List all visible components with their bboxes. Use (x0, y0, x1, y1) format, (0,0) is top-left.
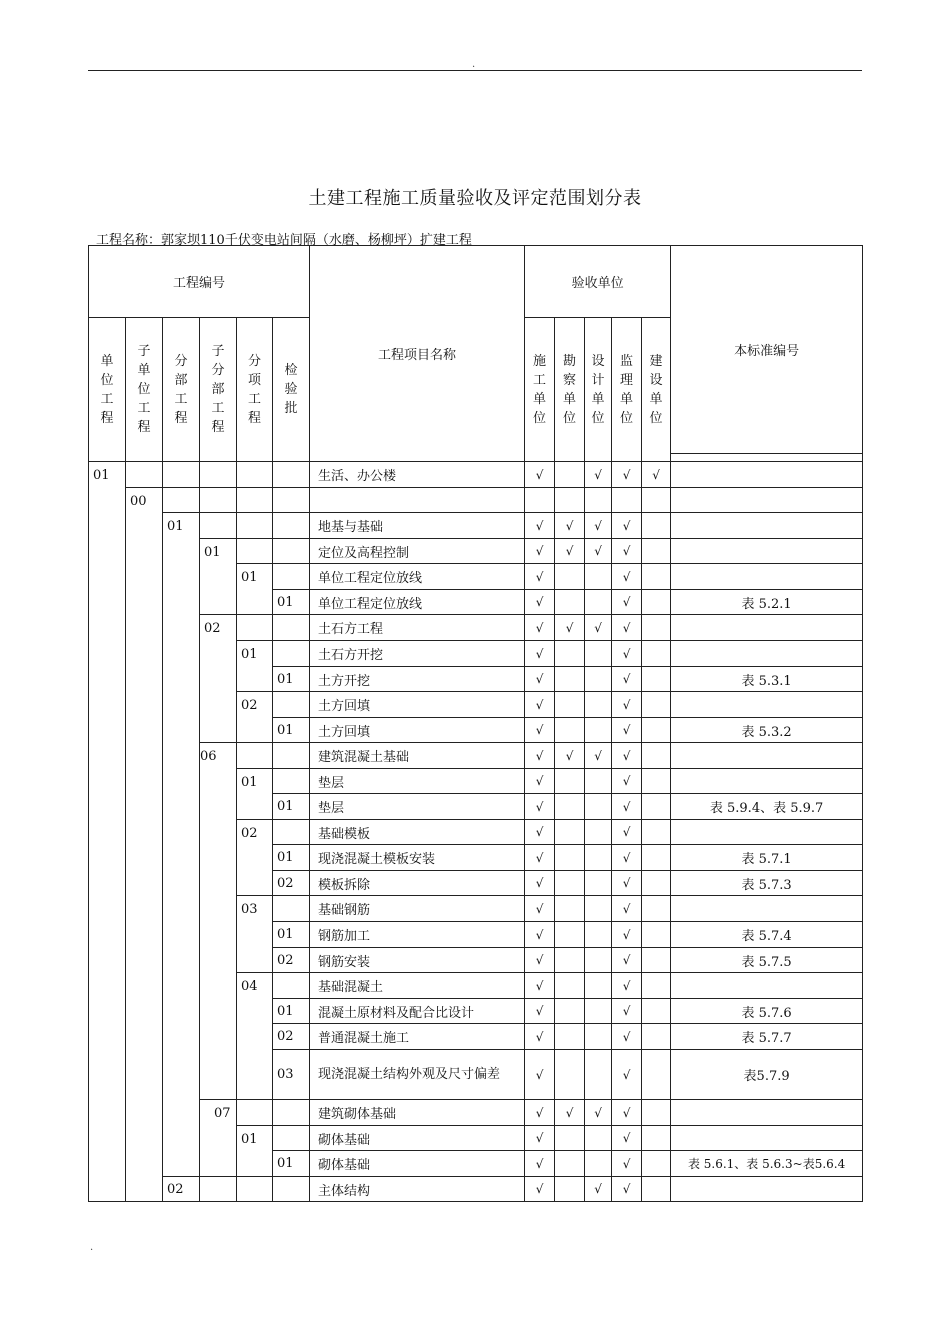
check-design (585, 871, 612, 896)
check-design: √ (585, 743, 612, 769)
check-survey (555, 769, 585, 794)
code-lot: 02 (273, 871, 310, 896)
check-design: √ (585, 1177, 612, 1202)
check-construction: √ (525, 820, 555, 845)
check-supervision: √ (612, 718, 642, 743)
standard-ref: 表 5.3.2 (671, 718, 863, 743)
check-supervision: √ (612, 871, 642, 896)
item-name: 地基与基础 (310, 513, 525, 539)
check-survey: √ (555, 615, 585, 641)
item-name: 基础混凝土 (310, 973, 525, 999)
standard-ref: 表 5.7.4 (671, 922, 863, 948)
code-lot: 01 (273, 590, 310, 615)
check-design: √ (585, 1100, 612, 1126)
check-owner (642, 1024, 671, 1050)
check-owner (642, 1126, 671, 1151)
header-sub-division: 子分部工程 (211, 344, 225, 435)
code-sub-item: 03 (237, 896, 273, 973)
check-supervision: √ (612, 462, 642, 488)
check-design (585, 667, 612, 692)
check-construction: √ (525, 1177, 555, 1202)
standard-ref: 表 5.7.7 (671, 1024, 863, 1050)
item-name: 土石方开挖 (310, 641, 525, 667)
code-lot: 01 (273, 1151, 310, 1177)
check-survey (555, 896, 585, 922)
header-code-group: 工程编号 (89, 246, 310, 318)
code-division: 02 (163, 1177, 200, 1202)
standard-ref: 表 5.9.4、表 5.9.7 (671, 794, 863, 820)
check-construction: √ (525, 718, 555, 743)
check-survey (555, 948, 585, 973)
item-name: 建筑混凝土基础 (310, 743, 525, 769)
check-owner (642, 794, 671, 820)
code-unit: 01 (89, 462, 126, 1202)
code-lot: 01 (273, 794, 310, 820)
check-owner (642, 948, 671, 973)
code-sub-division: 07 (200, 1100, 237, 1177)
check-supervision: √ (612, 922, 642, 948)
check-owner (642, 590, 671, 615)
header-sub-item: 分项工程 (247, 353, 261, 426)
code-lot: 01 (273, 922, 310, 948)
check-owner (642, 1151, 671, 1177)
check-construction: √ (525, 1100, 555, 1126)
check-design (585, 948, 612, 973)
code-sub-item: 01 (237, 564, 273, 615)
header-rule (88, 70, 862, 71)
check-supervision: √ (612, 615, 642, 641)
header-acceptance: 验收单位 (525, 246, 671, 318)
check-supervision: √ (612, 743, 642, 769)
header-inspection-lot: 检验批 (284, 363, 298, 416)
check-survey (555, 718, 585, 743)
code-sub-unit: 00 (126, 488, 163, 1202)
header-item-name: 工程项目名称 (310, 246, 525, 462)
check-survey (555, 845, 585, 871)
check-survey (555, 641, 585, 667)
check-survey (555, 1024, 585, 1050)
check-design (585, 590, 612, 615)
check-construction: √ (525, 769, 555, 794)
item-name: 基础钢筋 (310, 896, 525, 922)
check-construction: √ (525, 794, 555, 820)
item-name: 混凝土原材料及配合比设计 (310, 999, 525, 1024)
code-sub-item: 01 (237, 641, 273, 692)
division-table (88, 245, 863, 1202)
check-design (585, 641, 612, 667)
check-supervision: √ (612, 1024, 642, 1050)
check-owner (642, 539, 671, 564)
check-owner (642, 1050, 671, 1100)
check-construction: √ (525, 1024, 555, 1050)
check-construction: √ (525, 641, 555, 667)
check-survey (555, 1151, 585, 1177)
item-name: 定位及高程控制 (310, 539, 525, 564)
code-sub-item: 01 (237, 769, 273, 820)
check-supervision: √ (612, 1100, 642, 1126)
check-survey (555, 794, 585, 820)
check-supervision: √ (612, 794, 642, 820)
check-design (585, 718, 612, 743)
check-construction: √ (525, 922, 555, 948)
item-name: 建筑砌体基础 (310, 1100, 525, 1126)
check-owner (642, 845, 671, 871)
check-design (585, 922, 612, 948)
header-survey-unit: 勘察单位 (563, 353, 577, 426)
check-construction: √ (525, 1151, 555, 1177)
check-design (585, 692, 612, 718)
code-lot: 01 (273, 999, 310, 1024)
check-survey (555, 667, 585, 692)
item-name: 垫层 (310, 769, 525, 794)
check-construction: √ (525, 539, 555, 564)
check-supervision: √ (612, 539, 642, 564)
item-name: 垫层 (310, 794, 525, 820)
check-construction: √ (525, 896, 555, 922)
check-design (585, 1024, 612, 1050)
check-supervision: √ (612, 948, 642, 973)
check-design (585, 973, 612, 999)
code-lot: 03 (273, 1050, 310, 1100)
check-supervision: √ (612, 564, 642, 590)
item-name: 砌体基础 (310, 1126, 525, 1151)
check-owner (642, 896, 671, 922)
check-owner (642, 718, 671, 743)
standard-ref: 表 5.7.5 (671, 948, 863, 973)
code-lot: 01 (273, 845, 310, 871)
check-design: √ (585, 462, 612, 488)
code-sub-division: 01 (200, 539, 237, 615)
check-design (585, 1126, 612, 1151)
check-survey (555, 922, 585, 948)
code-sub-division: 06 (200, 743, 237, 1100)
check-supervision: √ (612, 1177, 642, 1202)
check-design (585, 1050, 612, 1100)
check-construction: √ (525, 692, 555, 718)
check-construction: √ (525, 973, 555, 999)
standard-ref: 表 5.6.1、表 5.6.3~表5.6.4 (671, 1151, 863, 1177)
header-unit-project: 单位工程 (100, 353, 114, 426)
header-dot: . (472, 59, 476, 70)
standard-ref (671, 462, 863, 488)
item-name: 砌体基础 (310, 1151, 525, 1177)
check-owner (642, 973, 671, 999)
check-supervision: √ (612, 667, 642, 692)
check-survey (555, 1126, 585, 1151)
check-owner (642, 922, 671, 948)
check-owner (642, 820, 671, 845)
check-construction: √ (525, 590, 555, 615)
check-owner (642, 871, 671, 896)
check-survey: √ (555, 743, 585, 769)
item-name: 基础模板 (310, 820, 525, 845)
check-survey: √ (555, 539, 585, 564)
check-design (585, 1151, 612, 1177)
check-design (585, 769, 612, 794)
check-supervision: √ (612, 641, 642, 667)
code-sub-item: 01 (237, 1126, 273, 1177)
check-supervision: √ (612, 973, 642, 999)
header-construction-unit: 施工单位 (533, 353, 547, 426)
check-survey (555, 999, 585, 1024)
item-name: 单位工程定位放线 (310, 564, 525, 590)
standard-ref: 表 5.2.1 (671, 590, 863, 615)
code-lot: 01 (273, 667, 310, 692)
header-supervision-unit: 监理单位 (620, 353, 634, 426)
item-name: 现浇混凝土模板安装 (310, 845, 525, 871)
code-sub-item: 02 (237, 692, 273, 743)
check-construction: √ (525, 948, 555, 973)
standard-ref: 表 5.7.1 (671, 845, 863, 871)
check-survey (555, 1050, 585, 1100)
check-construction: √ (525, 1126, 555, 1151)
check-construction: √ (525, 615, 555, 641)
check-design (585, 794, 612, 820)
check-owner: √ (642, 462, 671, 488)
page-title: 土建工程施工质量验收及评定范围划分表 (308, 188, 642, 209)
item-name: 钢筋加工 (310, 922, 525, 948)
check-construction: √ (525, 462, 555, 488)
check-owner (642, 615, 671, 641)
item-name: 主体结构 (310, 1177, 525, 1202)
check-survey: √ (555, 513, 585, 539)
check-owner (642, 641, 671, 667)
check-owner (642, 1177, 671, 1202)
check-construction: √ (525, 845, 555, 871)
check-survey (555, 692, 585, 718)
code-lot: 02 (273, 1024, 310, 1050)
item-name: 现浇混凝土结构外观及尺寸偏差 (310, 1050, 525, 1100)
check-construction: √ (525, 513, 555, 539)
code-sub-division: 02 (200, 615, 237, 743)
check-survey (555, 590, 585, 615)
check-design (585, 845, 612, 871)
check-owner (642, 1100, 671, 1126)
check-supervision: √ (612, 999, 642, 1024)
standard-ref: 表 5.3.1 (671, 667, 863, 692)
check-supervision: √ (612, 1126, 642, 1151)
code-division: 01 (163, 513, 200, 1177)
code-lot: 02 (273, 948, 310, 973)
check-construction: √ (525, 667, 555, 692)
header-division: 分部工程 (174, 353, 188, 426)
check-supervision: √ (612, 1050, 642, 1100)
check-survey (555, 973, 585, 999)
check-owner (642, 513, 671, 539)
item-name: 单位工程定位放线 (310, 590, 525, 615)
check-supervision: √ (612, 845, 642, 871)
check-owner (642, 999, 671, 1024)
standard-ref: 表 5.7.6 (671, 999, 863, 1024)
check-design (585, 820, 612, 845)
check-supervision: √ (612, 590, 642, 615)
check-survey (555, 871, 585, 896)
item-name: 普通混凝土施工 (310, 1024, 525, 1050)
check-construction: √ (525, 564, 555, 590)
header-standard: 本标准编号 (671, 246, 863, 454)
check-supervision: √ (612, 513, 642, 539)
check-design: √ (585, 513, 612, 539)
item-name: 钢筋安装 (310, 948, 525, 973)
check-owner (642, 667, 671, 692)
header-sub-unit-project: 子单位工程 (137, 344, 151, 435)
check-construction: √ (525, 999, 555, 1024)
code-sub-item: 02 (237, 820, 273, 896)
check-owner (642, 564, 671, 590)
check-survey (555, 462, 585, 488)
code-sub-item: 04 (237, 973, 273, 1100)
check-supervision: √ (612, 769, 642, 794)
item-name: 模板拆除 (310, 871, 525, 896)
item-name: 生活、办公楼 (310, 462, 525, 488)
check-supervision: √ (612, 692, 642, 718)
project-name: 工程名称：郭家坝110千伏变电站间隔（水磨、杨柳坪）扩建工程 (96, 233, 472, 248)
check-supervision: √ (612, 1151, 642, 1177)
header-owner-unit: 建设单位 (649, 353, 663, 426)
item-name: 土方回填 (310, 692, 525, 718)
check-owner (642, 769, 671, 794)
item-name: 土方回填 (310, 718, 525, 743)
check-construction: √ (525, 743, 555, 769)
item-name: 土石方工程 (310, 615, 525, 641)
check-survey: √ (555, 1100, 585, 1126)
standard-ref: 表 5.7.3 (671, 871, 863, 896)
check-construction: √ (525, 871, 555, 896)
item-name (310, 488, 525, 513)
check-owner (642, 692, 671, 718)
check-supervision: √ (612, 896, 642, 922)
check-survey (555, 820, 585, 845)
check-design (585, 999, 612, 1024)
check-supervision: √ (612, 820, 642, 845)
code-lot: 01 (273, 718, 310, 743)
item-name: 土方开挖 (310, 667, 525, 692)
check-construction: √ (525, 1050, 555, 1100)
check-survey (555, 564, 585, 590)
standard-ref: 表5.7.9 (671, 1050, 863, 1100)
check-owner (642, 743, 671, 769)
footer-dot: . (90, 1242, 94, 1253)
check-survey (555, 1177, 585, 1202)
header-design-unit: 设计单位 (591, 353, 605, 426)
check-design: √ (585, 539, 612, 564)
check-design: √ (585, 615, 612, 641)
check-design (585, 564, 612, 590)
check-design (585, 896, 612, 922)
